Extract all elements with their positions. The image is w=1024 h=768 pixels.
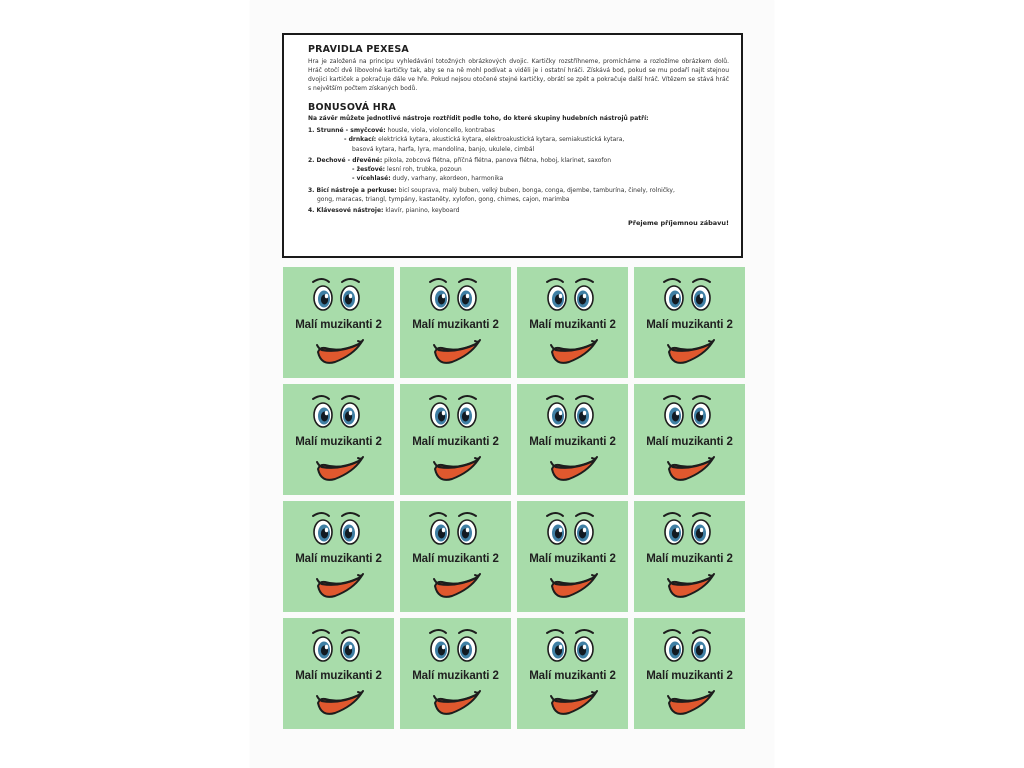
memory-card-15[interactable] [517,618,628,729]
card-label: Malí muzikanti 2 [295,553,382,565]
group-3-continued: gong, maracas, triangl, tympány, kastaněty, xylofon, gong, chimes, cajon, marimba [317,196,570,204]
card-label: Malí muzikanti 2 [295,670,382,682]
group-1b-head: - drnkací: [344,136,377,144]
memory-card-13[interactable] [283,618,394,729]
card-label: Malí muzikanti 2 [295,436,382,448]
group-4 [308,206,729,215]
card-label: Malí muzikanti 2 [295,319,382,331]
rules-box [282,33,743,258]
group-3-text: bicí souprava, malý buben, velký buben, bonga, conga, djembe, tamburína, činely, rolničky, [398,186,675,194]
card-label: Malí muzikanti 2 [529,436,616,448]
group-1-head: 1. Strunné - smyčcové: [308,127,386,134]
group-4-text: klavír, pianino, keyboard [385,207,460,215]
card-label: Malí muzikanti 2 [646,436,733,448]
group-2c [308,174,729,183]
memory-card-12[interactable] [634,501,745,612]
closing-text: Přejeme příjemnou zábavu! [628,218,729,227]
card-label: Malí muzikanti 2 [412,436,499,448]
group-2b-head: - žesťové: [352,166,386,174]
memory-card-11[interactable] [517,501,628,612]
group-1-text: housle, viola, violoncello, kontrabas [387,127,495,134]
group-2-head: 2. Dechové - dřevěné: [308,156,383,164]
group-2-text: pikola, zobcová flétna, příčná flétna, panova flétna, hoboj, klarinet, saxofon [384,156,612,164]
group-3 [308,186,729,195]
memory-card-9[interactable] [283,501,394,612]
card-label: Malí muzikanti 2 [646,319,733,331]
card-label: Malí muzikanti 2 [412,670,499,682]
group-1 [308,126,729,135]
group-1b [308,135,729,144]
group-1b-continued: basová kytara, harfa, lyra, mandolína, banjo, ukulele, cimbál [352,145,535,153]
card-label: Malí muzikanti 2 [529,319,616,331]
bonus-title: BONUSOVÁ HRA [308,102,397,113]
memory-card-4[interactable] [634,267,745,378]
memory-card-3[interactable] [517,267,628,378]
group-3-head: 3. Bicí nástroje a perkuse: [308,186,397,194]
memory-card-10[interactable] [400,501,511,612]
memory-card-7[interactable] [517,384,628,495]
memory-card-5[interactable] [283,384,394,495]
memory-card-2[interactable] [400,267,511,378]
memory-card-8[interactable] [634,384,745,495]
rules-paragraph: Hra je založená na principu vyhledávání totožných obrázkových dvojic. Kartičky rozstříhneme, promícháme a rozložíme obrázkem dolů. Hráč otočí dvě libovolné kartičky tak, aby se na ně mohl podívat a viděli je i ostatní hráči. Získává bod, pokud se mu podaří najít stejnou dvojici kartiček a pokračuje dále ve hře. Pokud nejsou otočené stejné kartičky, obrátí se zpět a pokračuje další hráč. Vítězem se stává hráč s největším počtem získaných bodů. [308,58,729,92]
memory-card-16[interactable] [634,618,745,729]
card-label: Malí muzikanti 2 [529,553,616,565]
card-label: Malí muzikanti 2 [412,553,499,565]
card-grid [283,267,745,729]
card-label: Malí muzikanti 2 [529,670,616,682]
group-2c-head: - vícehlasé: [352,175,391,183]
group-2c-text: dudy, varhany, akordeon, harmonika [392,175,504,183]
rules-title: PRAVIDLA PEXESA [308,44,409,55]
group-2 [308,156,729,165]
group-2b [308,165,729,174]
group-2b-text: lesní roh, trubka, pozoun [387,166,462,174]
card-label: Malí muzikanti 2 [412,319,499,331]
group-1b-text: elektrická kytara, akustická kytara, elektroakustická kytara, semiakustická kytara, [378,136,625,144]
card-label: Malí muzikanti 2 [646,670,733,682]
bonus-lead: Na závěr můžete jednotlivé nástroje roztřídit podle toho, do které skupiny hudebních nástrojů patří: [308,115,649,122]
memory-card-1[interactable] [283,267,394,378]
group-4-head: 4. Klávesové nástroje: [308,207,384,215]
card-label: Malí muzikanti 2 [646,553,733,565]
memory-card-14[interactable] [400,618,511,729]
memory-card-6[interactable] [400,384,511,495]
